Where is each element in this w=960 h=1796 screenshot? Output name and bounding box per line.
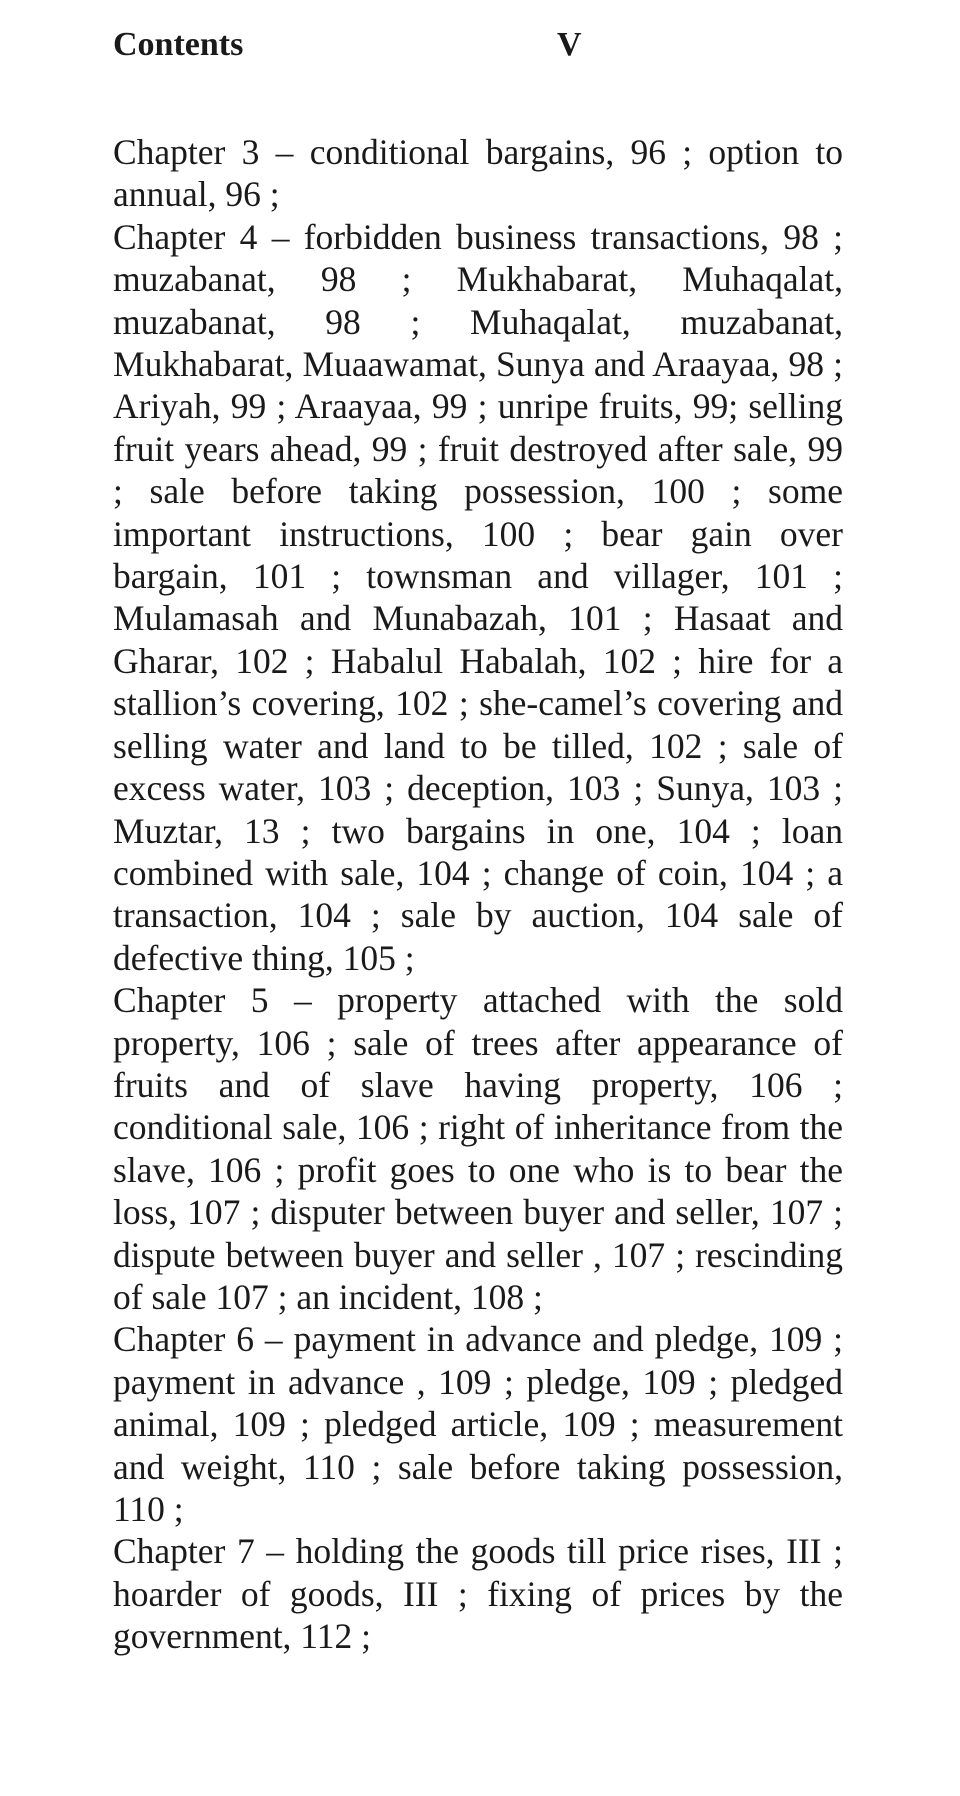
contents-list	[113, 131, 843, 1658]
chapter-7-entry: Chapter 7 – holding the goods till price rises, III ; hoarder of goods, III ; fixing of prices by the government, 112 ;	[113, 1531, 843, 1657]
header-title: Contents	[113, 26, 244, 63]
chapter-3-entry: Chapter 3 – conditional bargains, 96 ; option to annual, 96 ;	[113, 132, 843, 215]
page-header	[113, 22, 843, 68]
contents-page	[113, 22, 843, 1658]
chapter-6-entry: Chapter 6 – payment in advance and pledge, 109 ; payment in advance , 109 ; pledge, 109 ; pledged animal, 109 ; pledged article, 109 ; measurement and weight, 110 ; sale before taking possession, 110 ;	[113, 1319, 843, 1529]
chapter-5-entry: Chapter 5 – property attached with the sold property, 106 ; sale of trees after appearance of fruits and of slave having property, 106 ; conditional sale, 106 ; right of inheritance from the slave, 106 ; profit goes to one who is to bear the loss, 107 ; disputer between buyer and seller, 107 ; dispute between buyer and seller , 107 ; rescinding of sale 107 ; an incident, 108 ;	[113, 980, 843, 1317]
page-number: V	[557, 26, 582, 63]
chapter-4-entry: Chapter 4 – forbidden business transactions, 98 ; muzabanat, 98 ; Mukhabarat, Muhaqalat, muzabanat, 98 ; Muhaqalat, muzabanat, Mukhabarat, Muaawamat, Sunya and Araayaa, 98 ; Ariyah, 99 ; Araayaa, 99 ; unripe fruits, 99; selling fruit years ahead, 99 ; fruit destroyed after sale, 99 ; sale before taking possession, 100 ; some important instructions, 100 ; bear gain over bargain, 101 ; townsman and villager, 101 ; Mulamasah and Munabazah, 101 ; Hasaat and Gharar, 102 ; Habalul Habalah, 102 ; hire for a stallion’s covering, 102 ; she-camel’s covering and selling water and land to be tilled, 102 ; sale of excess water, 103 ; deception, 103 ; Sunya, 103 ; Muztar, 13 ; two bargains in one, 104 ; loan combined with sale, 104 ; change of coin, 104 ; a transaction, 104 ; sale by auction, 104 sale of defective thing, 105 ;	[113, 216, 843, 978]
